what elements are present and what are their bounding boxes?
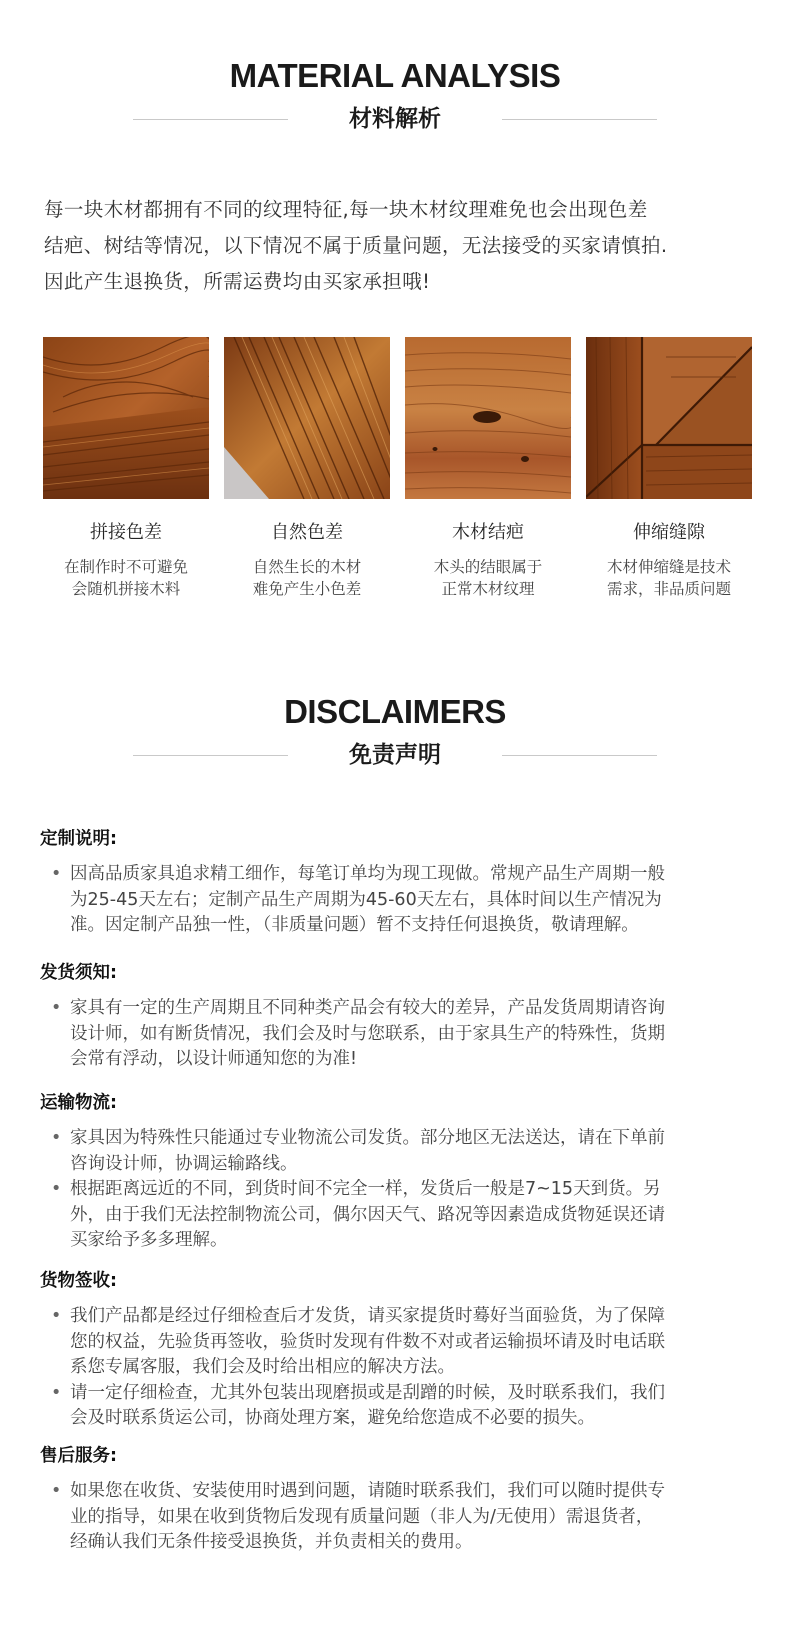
divider-left (133, 755, 288, 756)
line: 系您专属客服，我们会及时给出相应的解决方法。 (70, 1357, 455, 1377)
desc-line: 在制作时不可避免 (63, 558, 188, 576)
desc-line: 难免产生小色差 (252, 580, 362, 598)
wood-card-desc (586, 556, 752, 600)
material-title-en: MATERIAL ANALYSIS (229, 57, 561, 94)
wood-card-title: 拼接色差 (90, 522, 162, 543)
wood-card-desc (43, 556, 209, 600)
disclaimer-shipping (40, 960, 754, 1073)
disclaimers-header (0, 692, 790, 772)
wood-splice-image (43, 337, 209, 499)
line: 业的指导，如果在收到货物后发现有质量问题（非人为/无使用）需退货者， (70, 1506, 654, 1527)
disclaimer-logistics (40, 1090, 754, 1254)
section-title: 发货须知: (40, 963, 117, 983)
line: • 如果您在收货、安装使用时遇到问题，请随时联系我们，我们可以随时提供专 (70, 1481, 665, 1501)
desc-line: 木材伸缩缝是技术 (606, 558, 731, 576)
bullet-list (40, 862, 754, 939)
list-item (40, 1304, 754, 1381)
list-item (40, 1479, 754, 1556)
list-item (40, 1381, 754, 1432)
line: • 我们产品都是经过仔细检查后才发货，请买家提货时蓦好当面验货，为了保障 (70, 1306, 665, 1326)
bullet-list (40, 1479, 754, 1556)
wood-gap-image (586, 337, 752, 499)
desc-line: 自然生长的木材 (252, 558, 362, 576)
wood-card-gap (586, 337, 752, 600)
disclaimer-custom (40, 826, 754, 939)
intro-line: 结疤、树结等情况，以下情况不属于质量问题，无法接受的买家请慎拍. (44, 234, 668, 257)
intro-line: 每一块木材都拥有不同的纹理特征,每一块木材纹理难免也会出现色差 (44, 198, 648, 221)
disclaimer-receipt (40, 1268, 754, 1432)
material-header (0, 56, 790, 136)
wood-card-splice (43, 337, 209, 600)
wood-card-desc (224, 556, 390, 600)
line: 准。因定制产品独一性，（非质量问题）暂不支持任何退换货，敬请理解。 (70, 915, 639, 935)
line: 会及时联系货运公司，协商处理方案，避免给您造成不必要的损失。 (70, 1408, 595, 1428)
line: • 请一定仔细检查，尤其外包装出现磨损或是刮蹭的时候，及时联系我们，我们 (70, 1382, 665, 1403)
wood-card-title: 伸缩缝隙 (633, 522, 705, 543)
disclaimers-title-zh: 免责声明 (349, 742, 441, 768)
line: • 因高品质家具追求精工细作，每笔订单均为现工现做。常规产品生产周期一般 (70, 864, 665, 884)
line: • 根据距离远近的不同，到货时间不完全一样，发货后一般是7~15天到货。另 (70, 1179, 661, 1199)
line: 您的权益，先验货再签收，验货时发现有件数不对或者运输损坏请及时电话联 (70, 1331, 665, 1352)
desc-line: 正常木材纹理 (441, 580, 535, 598)
line: 设计师，如有断货情况，我们会及时与您联系，由于家具生产的特殊性，货期 (70, 1023, 665, 1044)
desc-line: 会随机拼接木料 (71, 580, 181, 598)
material-subtitle-row (0, 102, 790, 136)
section-title: 货物签收: (40, 1271, 117, 1291)
disclaimer-after-sales (40, 1443, 754, 1556)
disclaimers-subtitle-row (0, 738, 790, 772)
divider-left (133, 119, 288, 120)
material-title-zh: 材料解析 (349, 106, 441, 132)
section-title: 定制说明: (40, 829, 117, 849)
disclaimers-title-en: DISCLAIMERS (284, 693, 506, 730)
line: 买家给予多多理解。 (70, 1230, 228, 1250)
line: 会常有浮动，以设计师通知您的为准! (70, 1049, 358, 1069)
wood-card-natural (224, 337, 390, 600)
section-title: 运输物流: (40, 1093, 117, 1113)
wood-sample-grid (43, 337, 753, 600)
bullet-list (40, 1304, 754, 1432)
list-item (40, 862, 754, 939)
line: 外，由于我们无法控制物流公司，偶尔因天气、路况等因素造成货物延误还请 (70, 1204, 665, 1225)
bullet-list (40, 1126, 754, 1254)
line: 经确认我们无条件接受退换货，并负责相关的费用。 (70, 1532, 473, 1552)
material-intro (44, 192, 760, 300)
desc-line: 木头的结眼属于 (433, 558, 543, 576)
line: 为25-45天左右；定制产品生产周期为45-60天左右，具体时间以生产情况为 (70, 889, 662, 910)
divider-right (502, 755, 657, 756)
wood-card-knot (405, 337, 571, 600)
list-item (40, 1177, 754, 1254)
bullet-list (40, 996, 754, 1073)
section-title: 售后服务: (40, 1446, 117, 1466)
line: 咨询设计师，协调运输路线。 (70, 1153, 298, 1174)
wood-card-desc (405, 556, 571, 600)
list-item (40, 996, 754, 1073)
divider-right (502, 119, 657, 120)
list-item (40, 1126, 754, 1177)
desc-line: 需求，非品质问题 (606, 580, 731, 598)
wood-natural-image (224, 337, 390, 499)
wood-card-title: 自然色差 (271, 522, 343, 543)
wood-card-title: 木材结疤 (452, 522, 524, 543)
line: • 家具有一定的生产周期且不同种类产品会有较大的差异，产品发货周期请咨询 (70, 998, 665, 1018)
wood-knot-image (405, 337, 571, 499)
intro-line: 因此产生退换货，所需运费均由买家承担哦! (44, 270, 431, 293)
line: • 家具因为特殊性只能通过专业物流公司发货。部分地区无法送达，请在下单前 (70, 1128, 665, 1148)
